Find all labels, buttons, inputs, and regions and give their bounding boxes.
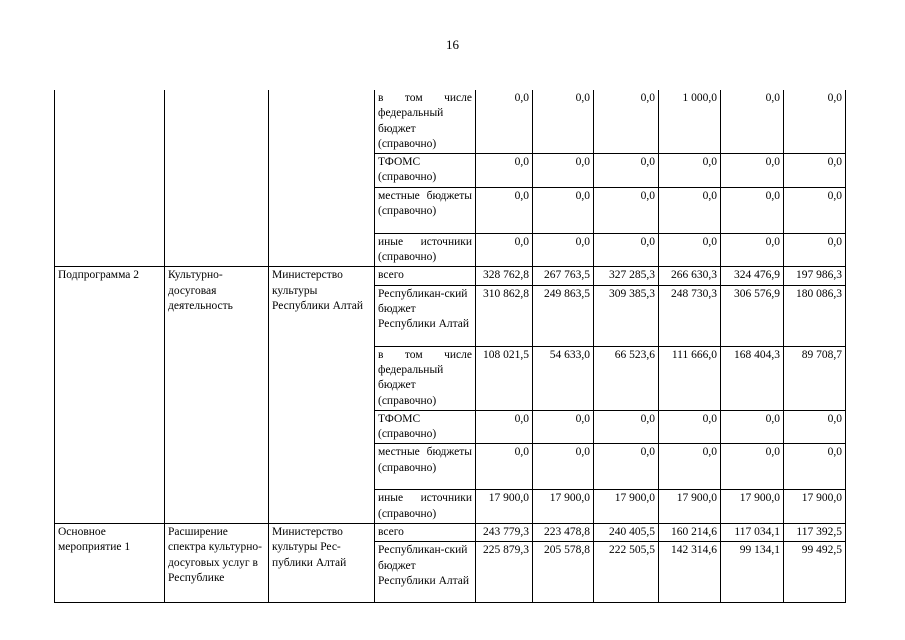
value-cell: 0,0 [659, 233, 721, 267]
value-cell: 17 900,0 [784, 490, 846, 524]
value-cell: 0,0 [476, 187, 533, 233]
value-cell: 0,0 [784, 187, 846, 233]
source-cell: всего [375, 524, 476, 542]
value-cell: 99 134,1 [721, 542, 784, 603]
source-cell: Республикан-ский бюджет Республики Алтай [375, 285, 476, 346]
value-cell: 17 900,0 [594, 490, 659, 524]
value-cell: 267 763,5 [533, 267, 594, 285]
value-cell: 0,0 [784, 154, 846, 188]
source-cell: местные бюджеты (справочно) [375, 444, 476, 490]
value-cell: 0,0 [533, 187, 594, 233]
value-cell: 0,0 [533, 444, 594, 490]
executor-cell: Министерство культуры Республики Алтай [269, 267, 375, 524]
value-cell: 0,0 [659, 444, 721, 490]
value-cell: 324 476,9 [721, 267, 784, 285]
value-cell: 117 392,5 [784, 524, 846, 542]
value-cell: 225 879,3 [476, 542, 533, 603]
value-cell: 142 314,6 [659, 542, 721, 603]
source-cell: в том числе федеральный бюджет (справочно) [375, 346, 476, 410]
value-cell: 0,0 [784, 410, 846, 444]
value-cell: 0,0 [721, 410, 784, 444]
value-cell: 310 862,8 [476, 285, 533, 346]
value-cell: 111 666,0 [659, 346, 721, 410]
value-cell: 243 779,3 [476, 524, 533, 542]
value-cell: 0,0 [784, 90, 846, 154]
value-cell: 0,0 [721, 154, 784, 188]
name-cell: Расширение спектра культурно-досуговых услуг в Республике [165, 524, 269, 603]
value-cell: 0,0 [594, 444, 659, 490]
value-cell: 328 762,8 [476, 267, 533, 285]
value-cell: 0,0 [533, 410, 594, 444]
name-cell [165, 90, 269, 267]
value-cell: 0,0 [594, 187, 659, 233]
value-cell: 0,0 [476, 444, 533, 490]
value-cell: 0,0 [594, 410, 659, 444]
value-cell: 168 404,3 [721, 346, 784, 410]
table-row [55, 90, 846, 154]
executor-cell: Министерство культуры Рес-публики Алтай [269, 524, 375, 603]
value-cell: 0,0 [594, 154, 659, 188]
value-cell: 327 285,3 [594, 267, 659, 285]
status-cell: Подпрограмма 2 [55, 267, 165, 524]
source-cell: местные бюджеты (справочно) [375, 187, 476, 233]
value-cell: 0,0 [476, 154, 533, 188]
value-cell: 306 576,9 [721, 285, 784, 346]
table-row [55, 267, 846, 285]
value-cell: 66 523,6 [594, 346, 659, 410]
source-cell: ТФОМС (справочно) [375, 410, 476, 444]
page-number: 16 [446, 37, 459, 52]
value-cell: 180 086,3 [784, 285, 846, 346]
value-cell: 0,0 [594, 90, 659, 154]
value-cell: 99 492,5 [784, 542, 846, 603]
name-cell: Культурно-досуговая деятельность [165, 267, 269, 524]
budget-table [54, 90, 846, 603]
status-cell [55, 90, 165, 267]
source-cell: всего [375, 267, 476, 285]
value-cell: 0,0 [594, 233, 659, 267]
executor-cell [269, 90, 375, 267]
value-cell: 0,0 [533, 154, 594, 188]
value-cell: 0,0 [476, 233, 533, 267]
value-cell: 0,0 [721, 444, 784, 490]
value-cell: 0,0 [659, 410, 721, 444]
value-cell: 0,0 [533, 90, 594, 154]
value-cell: 117 034,1 [721, 524, 784, 542]
source-cell: иные источники (справочно) [375, 490, 476, 524]
value-cell: 17 900,0 [533, 490, 594, 524]
value-cell: 17 900,0 [476, 490, 533, 524]
source-cell: ТФОМС (справочно) [375, 154, 476, 188]
value-cell: 0,0 [721, 187, 784, 233]
value-cell: 266 630,3 [659, 267, 721, 285]
value-cell: 223 478,8 [533, 524, 594, 542]
value-cell: 0,0 [659, 187, 721, 233]
value-cell: 0,0 [659, 154, 721, 188]
value-cell: 0,0 [784, 233, 846, 267]
value-cell: 0,0 [476, 90, 533, 154]
source-cell: в том числе федеральный бюджет (справочно) [375, 90, 476, 154]
value-cell: 205 578,8 [533, 542, 594, 603]
value-cell: 0,0 [721, 90, 784, 154]
value-cell: 0,0 [721, 233, 784, 267]
table-row [55, 524, 846, 542]
value-cell: 222 505,5 [594, 542, 659, 603]
value-cell: 17 900,0 [659, 490, 721, 524]
source-cell: иные источники (справочно) [375, 233, 476, 267]
value-cell: 0,0 [784, 444, 846, 490]
value-cell: 249 863,5 [533, 285, 594, 346]
value-cell: 0,0 [476, 410, 533, 444]
value-cell: 248 730,3 [659, 285, 721, 346]
value-cell: 309 385,3 [594, 285, 659, 346]
value-cell: 89 708,7 [784, 346, 846, 410]
value-cell: 197 986,3 [784, 267, 846, 285]
value-cell: 17 900,0 [721, 490, 784, 524]
value-cell: 240 405,5 [594, 524, 659, 542]
value-cell: 160 214,6 [659, 524, 721, 542]
value-cell: 54 633,0 [533, 346, 594, 410]
source-cell: Республикан-ский бюджет Республики Алтай [375, 542, 476, 603]
value-cell: 1 000,0 [659, 90, 721, 154]
value-cell: 0,0 [533, 233, 594, 267]
value-cell: 108 021,5 [476, 346, 533, 410]
status-cell: Основное мероприятие 1 [55, 524, 165, 603]
